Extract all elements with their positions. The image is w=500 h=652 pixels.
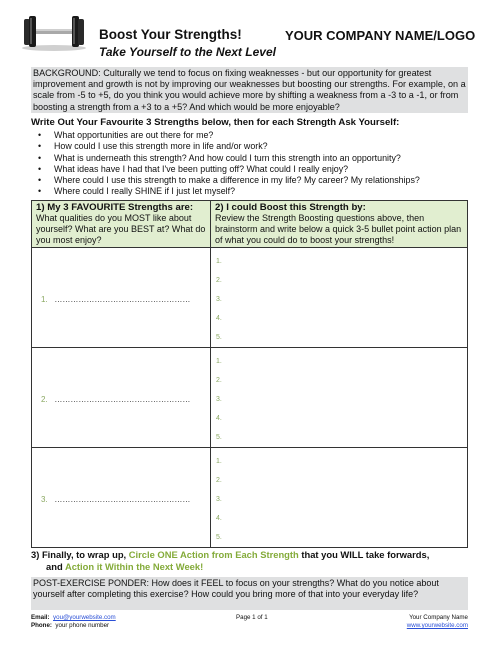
highlight-action-week: Action it Within the Next Week! [64,561,204,572]
list-item: • Where could I use this strength to make a difference in my life? My career? My relationships? [38,175,420,186]
strength-cell[interactable] [32,248,211,348]
page-header [0,0,500,66]
list-item: 2. [216,377,222,384]
list-item: 5. [216,334,222,341]
action-list [211,348,467,447]
list-item: • Where could I really SHINE if I just let myself? [38,186,236,197]
footer-contact: Email: you@yourwebsite.com Phone: your phone number [31,614,116,629]
final-line-1: 3) Finally, to wrap up, Circle ONE Action from Each Strength that you WILL take forwards, [31,549,430,560]
website-link[interactable]: www.yourwebsite.com [406,622,468,629]
question-list [38,130,420,198]
strength-write-line[interactable]: 1. …………………………………………… [41,295,191,304]
strength-write-line[interactable]: 3. …………………………………………… [41,495,191,504]
list-item: 3. [216,296,222,303]
table-row [32,248,468,348]
list-item: 4. [216,315,222,322]
list-item: 3. [216,396,222,403]
list-item: 3. [216,496,222,503]
background-text: BACKGROUND: Culturally we tend to focus on fixing weaknesses - but our opportunity for greatest improvement and growth is not by improving our weaknesses but boosting our strengths. For example, on a scale from -5 to +5, do you think you would achieve more by shifting a weakness from a -3 to a -1, or from boosting a strength from a +3 to a +5? And which would be more enjoyable? [33,68,466,112]
bullet-icon: • [38,152,42,163]
boost-prompt: Review the Strength Boosting questions above, then brainstorm and write below a quick 3-5 bullet point action plan of what you could do to boost your strengths! [215,213,462,245]
list-item: • What is underneath this strength? And how could I turn this strength into an opportunity? [38,152,401,163]
strength-write-line[interactable]: 2. …………………………………………… [41,395,191,404]
action-list [211,448,467,547]
strength-cell[interactable] [32,448,211,548]
table-row [32,348,468,448]
page-number: Page 1 of 1 [236,614,268,621]
background-box [31,67,468,113]
list-item: 1. [216,458,222,465]
bullet-icon: • [38,141,42,152]
highlight-circle-action: Circle ONE Action from Each Strength [128,549,299,560]
bullet-icon: • [38,175,42,186]
list-item: 2. [216,277,222,284]
dumbbell-icon [18,12,90,52]
strengths-column-header [32,201,211,248]
phone-number: your phone number [55,622,110,629]
post-exercise-text: POST-EXERCISE PONDER: How does it FEEL to focus on your strengths? What do you notice about yourself after completing this exercise? How could you bring more of that into your everyday life? [33,578,439,600]
list-item: 5. [216,434,222,441]
action-list [211,248,467,347]
list-item: 1. [216,258,222,265]
action-plan-cell[interactable] [211,448,468,548]
final-step [31,549,429,573]
bullet-icon: • [38,163,42,174]
list-item: 4. [216,415,222,422]
bullet-icon: • [38,130,42,140]
list-item: 4. [216,515,222,522]
strengths-heading: 1) My 3 FAVOURITE Strengths are: [36,202,194,213]
page-subtitle: Take Yourself to the Next Level [99,45,276,59]
email-link[interactable]: you@yourwebsite.com [53,614,116,621]
footer-company [407,614,468,630]
boost-heading: 2) I could Boost this Strength by: [215,202,366,213]
strengths-prompt: What qualities do you MOST like about yourself? What are you BEST at? What do you most enjoy? [36,213,206,245]
final-line-2: and Action it Within the Next Week! [46,561,204,572]
list-item: 2. [216,477,222,484]
strengths-table [31,200,468,548]
post-exercise-box [31,577,468,610]
action-plan-cell[interactable] [211,348,468,448]
bullet-icon: • [38,186,42,197]
list-item: • How could I use this strength more in life and/or work? [38,141,268,152]
list-item: 5. [216,534,222,541]
table-row [32,448,468,548]
list-item: • What ideas have I had that I've been putting off? What could I really enjoy? [38,163,349,174]
boost-column-header [211,201,468,248]
instructions-heading: Write Out Your Favourite 3 Strengths below, then for each Strength Ask Yourself: [31,117,400,128]
action-plan-cell[interactable] [211,248,468,348]
list-item: • What opportunities are out there for me? [38,130,214,140]
strength-cell[interactable] [32,348,211,448]
company-logo-placeholder: YOUR COMPANY NAME/LOGO [285,28,476,43]
footer-company-name: Your Company Name [409,614,468,621]
list-item: 1. [216,358,222,365]
page-title: Boost Your Strengths! [99,27,242,42]
